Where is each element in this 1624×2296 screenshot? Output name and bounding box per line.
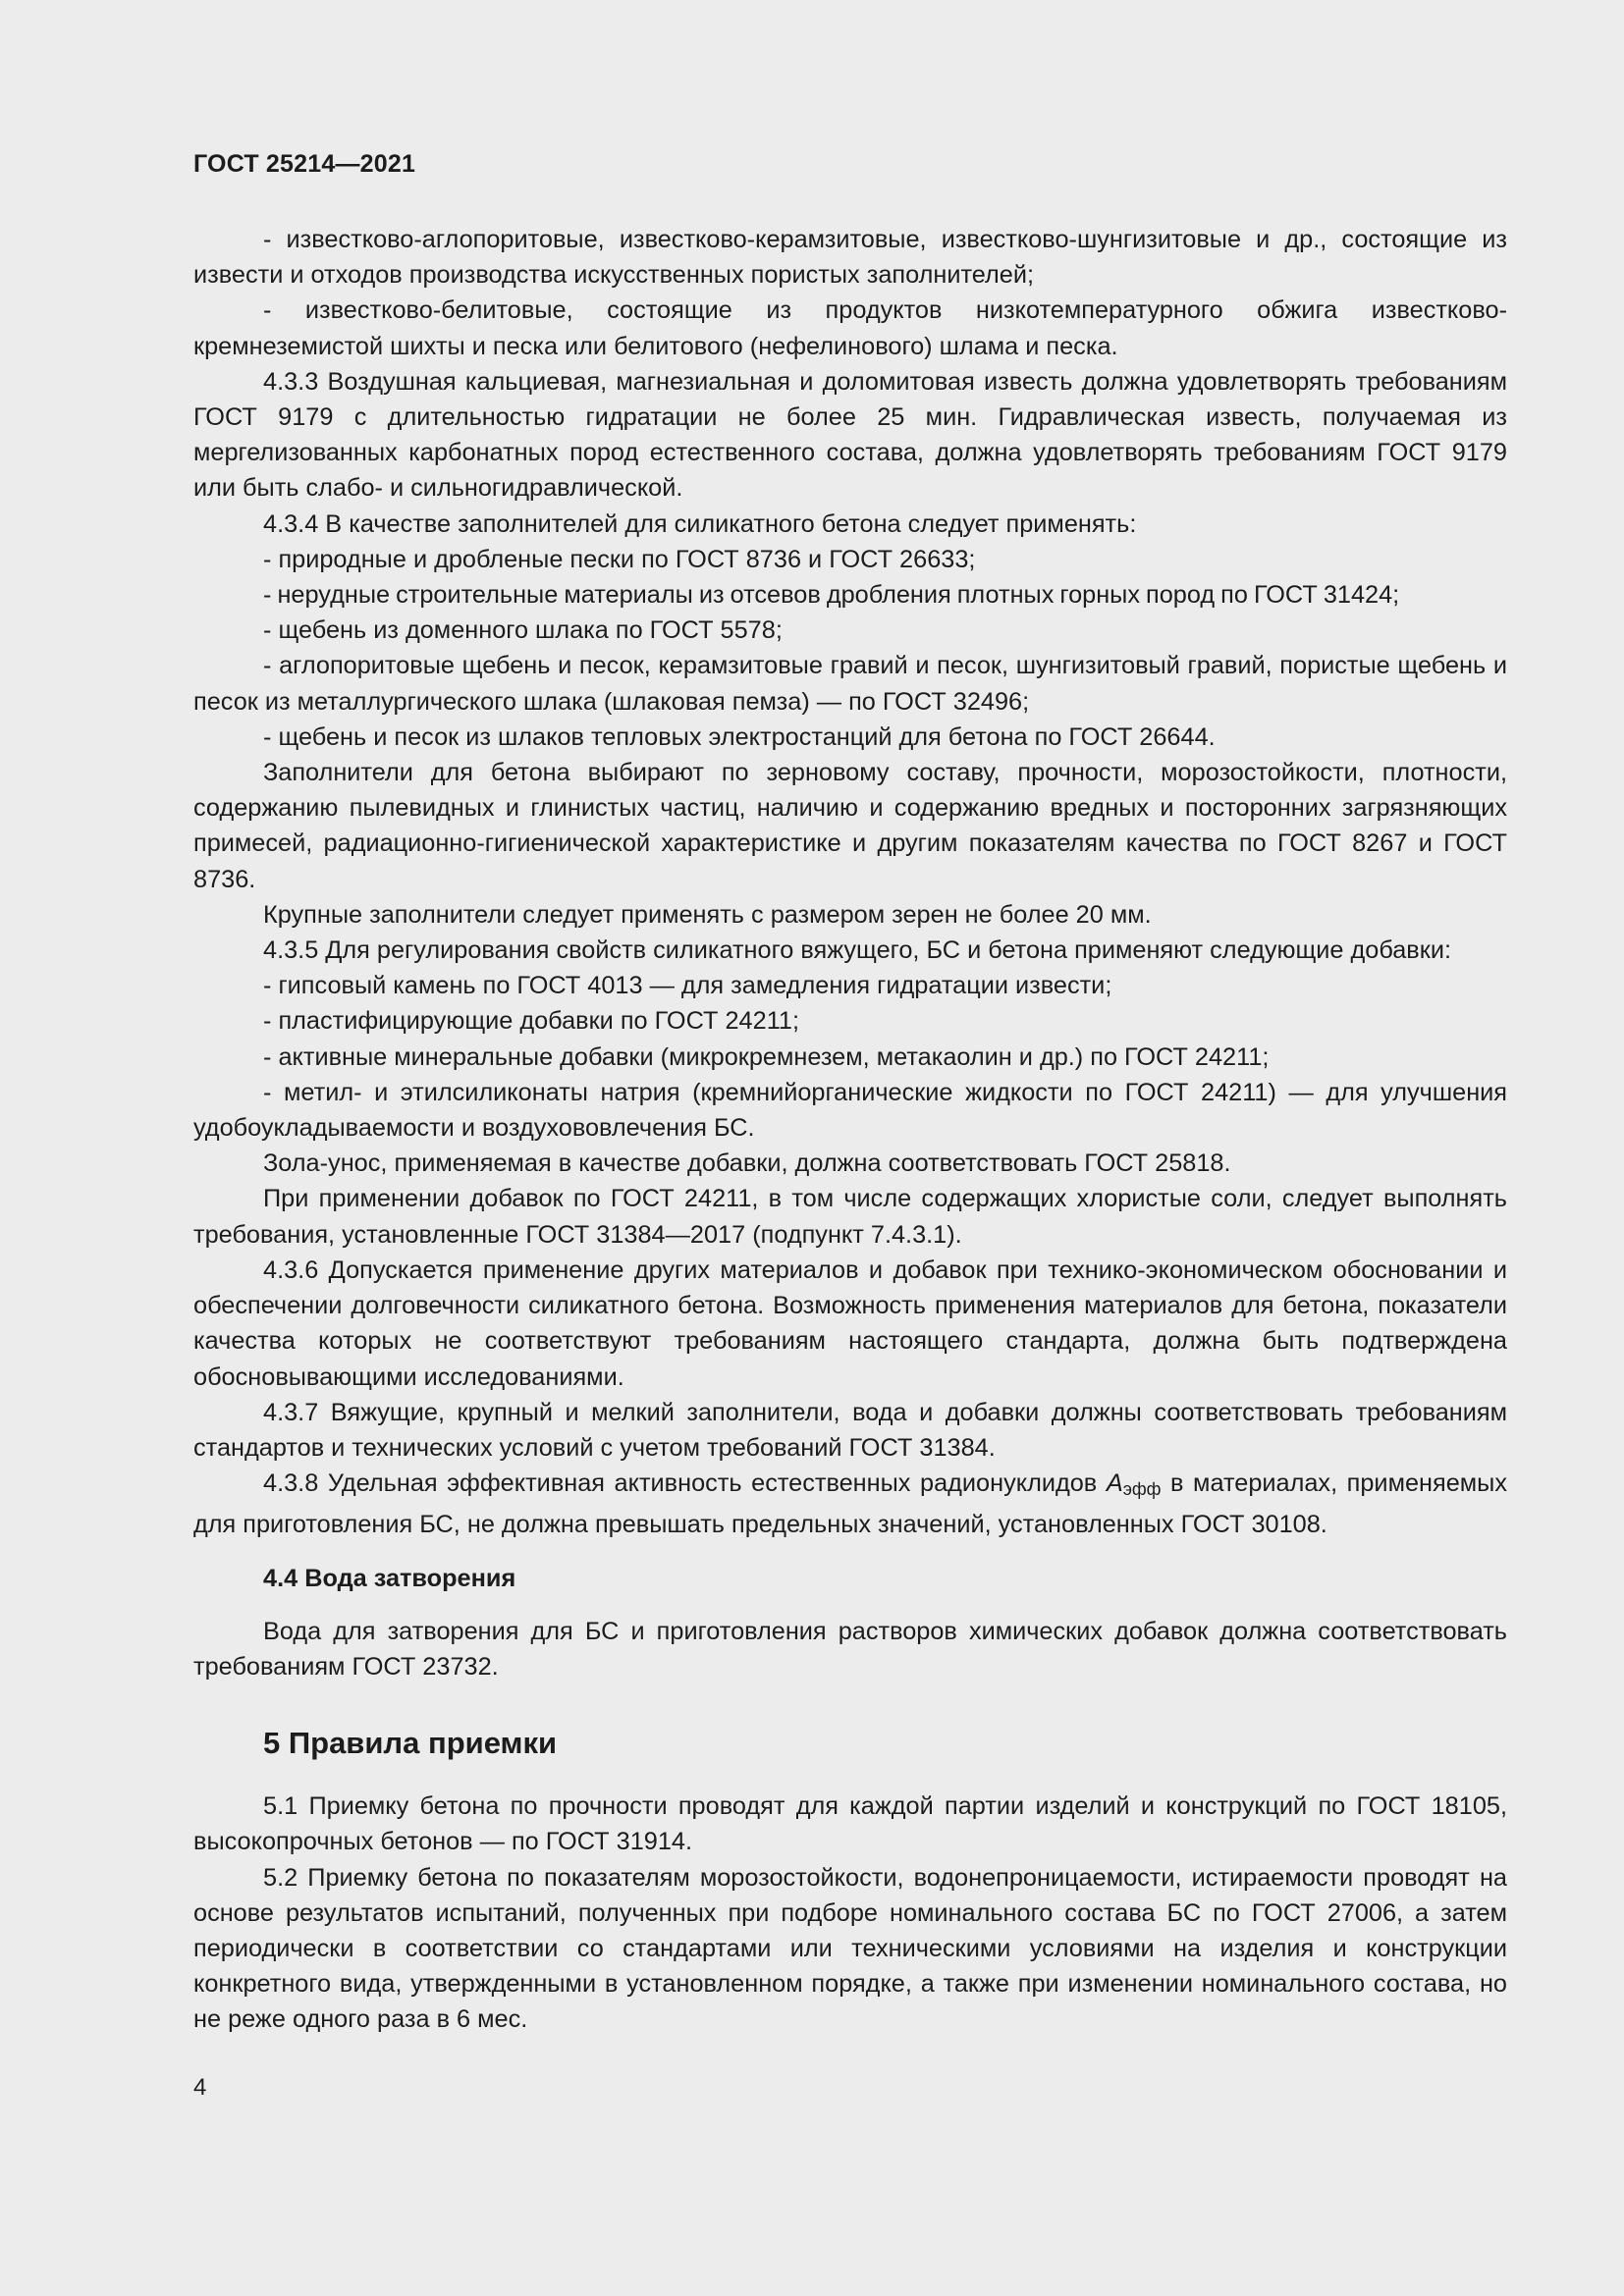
paragraph-5-1: 5.1 Приемку бетона по прочности проводят для каждой партии изделий и конструкций по ГОСТ 18105, высокопрочных бетонов — по ГОСТ 31914. xyxy=(193,1792,1507,1856)
activity-symbol: A xyxy=(1106,1469,1123,1498)
page-number: 4 xyxy=(193,2074,207,2101)
paragraph-4-3-7: 4.3.7 Вяжущие, крупный и мелкий заполнители, вода и добавки должны соответствовать требованиям стандартов и технических условий с учетом требований ГОСТ 31384. xyxy=(193,1398,1507,1462)
paragraph-4-3-4: 4.3.4 В качестве заполнителей для силикатного бетона следует применять: xyxy=(263,509,1137,538)
document-body xyxy=(193,222,1507,2038)
paragraph: Крупные заполнители следует применять с размером зерен не более 20 мм. xyxy=(263,900,1152,929)
paragraph-4-3-6: 4.3.6 Допускается применение других материалов и добавок при технико-экономическом обосновании и обеспечении долговечности силикатного бетона. Возможность применения материалов для бетона, показатели качества которых не соответствуют требованиям настоящего стандарта, должна быть подтверждена обосновывающими исследованиями. xyxy=(193,1255,1507,1391)
paragraph-4-3-8 xyxy=(193,1466,1507,1542)
list-item: - метил- и этилсиликонаты натрия (кремнийорганические жидкости по ГОСТ 24211) — для улучшения удобоукладываемости и воздухововлечения БС. xyxy=(193,1078,1507,1143)
paragraph: Заполнители для бетона выбирают по зерновому составу, прочности, морозостойкости, плотности, содержанию пылевидных и глинистых частиц, наличию и содержанию вредных и посторонних загрязняющих примесей, радиационно-гигиенической характеристике и другим показателям качества по ГОСТ 8267 и ГОСТ 8736. xyxy=(193,759,1507,893)
list-item: - нерудные строительные материалы из отсевов дробления плотных горных пород по ГОСТ 31424; xyxy=(263,581,1400,610)
activity-subscript: эфф xyxy=(1122,1479,1162,1500)
list-item: - щебень и песок из шлаков тепловых электростанций для бетона по ГОСТ 26644. xyxy=(263,722,1216,751)
section-heading: 5 Правила приемки xyxy=(263,1726,558,1761)
list-item: - пластифицирующие добавки по ГОСТ 24211; xyxy=(263,1007,799,1036)
list-item: - известково-аглопоритовые, известково-керамзитовые, известково-шунгизитовые и др., состоящие из извести и отходов производства искусственных пористых заполнителей; xyxy=(193,226,1507,290)
document-header: ГОСТ 25214—2021 xyxy=(193,150,416,178)
paragraph-text: 4.3.8 Удельная эффективная активность естественных радионуклидов xyxy=(263,1469,1107,1498)
paragraph-4-3-3: 4.3.3 Воздушная кальциевая, магнезиальная и доломитовая известь должна удовлетворять требованиям ГОСТ 9179 с длительностью гидратации не более 25 мин. Гидравлическая известь, получаемая из мергелизованных карбонатных пород естественного состава, должна удовлетворять требованиям ГОСТ 9179 или быть слабо- и сильногидравлической. xyxy=(193,367,1507,503)
list-item: - известково-белитовые, состоящие из продуктов низкотемпературного обжига известково-кремнеземистой шихты и песка или белитового (нефелинового) шлама и песка. xyxy=(193,296,1507,360)
list-item: - активные минеральные добавки (микрокремнезем, метакаолин и др.) по ГОСТ 24211; xyxy=(263,1042,1270,1071)
subsection-heading: 4.4 Вода затворения xyxy=(263,1564,516,1592)
list-item: - природные и дробленые пески по ГОСТ 8736 и ГОСТ 26633; xyxy=(263,545,976,573)
paragraph: Вода для затворения для БС и приготовления растворов химических добавок должна соответствовать требованиям ГОСТ 23732. xyxy=(193,1617,1507,1681)
list-item: - аглопоритовые щебень и песок, керамзитовые гравий и песок, шунгизитовый гравий, пористые щебень и песок из металлургического шлака (шлаковая пемза) — по ГОСТ 32496; xyxy=(193,652,1507,716)
paragraph-text: в материалах, применяемых для приготовления БС, не должна превышать предельных значений, установленных ГОСТ 30108. xyxy=(193,1469,1507,1539)
paragraph: При применении добавок по ГОСТ 24211, в том числе содержащих хлористые соли, следует выполнять требования, установленные ГОСТ 31384—2017 (подпункт 7.4.3.1). xyxy=(193,1185,1507,1249)
list-item: - щебень из доменного шлака по ГОСТ 5578; xyxy=(263,616,783,645)
paragraph: Зола-унос, применяемая в качестве добавки, должна соответствовать ГОСТ 25818. xyxy=(263,1149,1231,1178)
paragraph-5-2: 5.2 Приемку бетона по показателям морозостойкости, водонепроницаемости, истираемости проводят на основе результатов испытаний, полученных при подборе номинального состава БС по ГОСТ 27006, а затем периодически в соответствии со стандартами или техническими условиями на изделия и конструкции конкретного вида, утвержденными в установленном порядке, а также при изменении номинального состава, но не реже одного раза в 6 мес. xyxy=(193,1863,1507,2034)
paragraph-4-3-5: 4.3.5 Для регулирования свойств силикатного вяжущего, БС и бетона применяют следующие добавки: xyxy=(263,936,1451,965)
list-item: - гипсовый камень по ГОСТ 4013 — для замедления гидратации извести; xyxy=(263,972,1112,1000)
